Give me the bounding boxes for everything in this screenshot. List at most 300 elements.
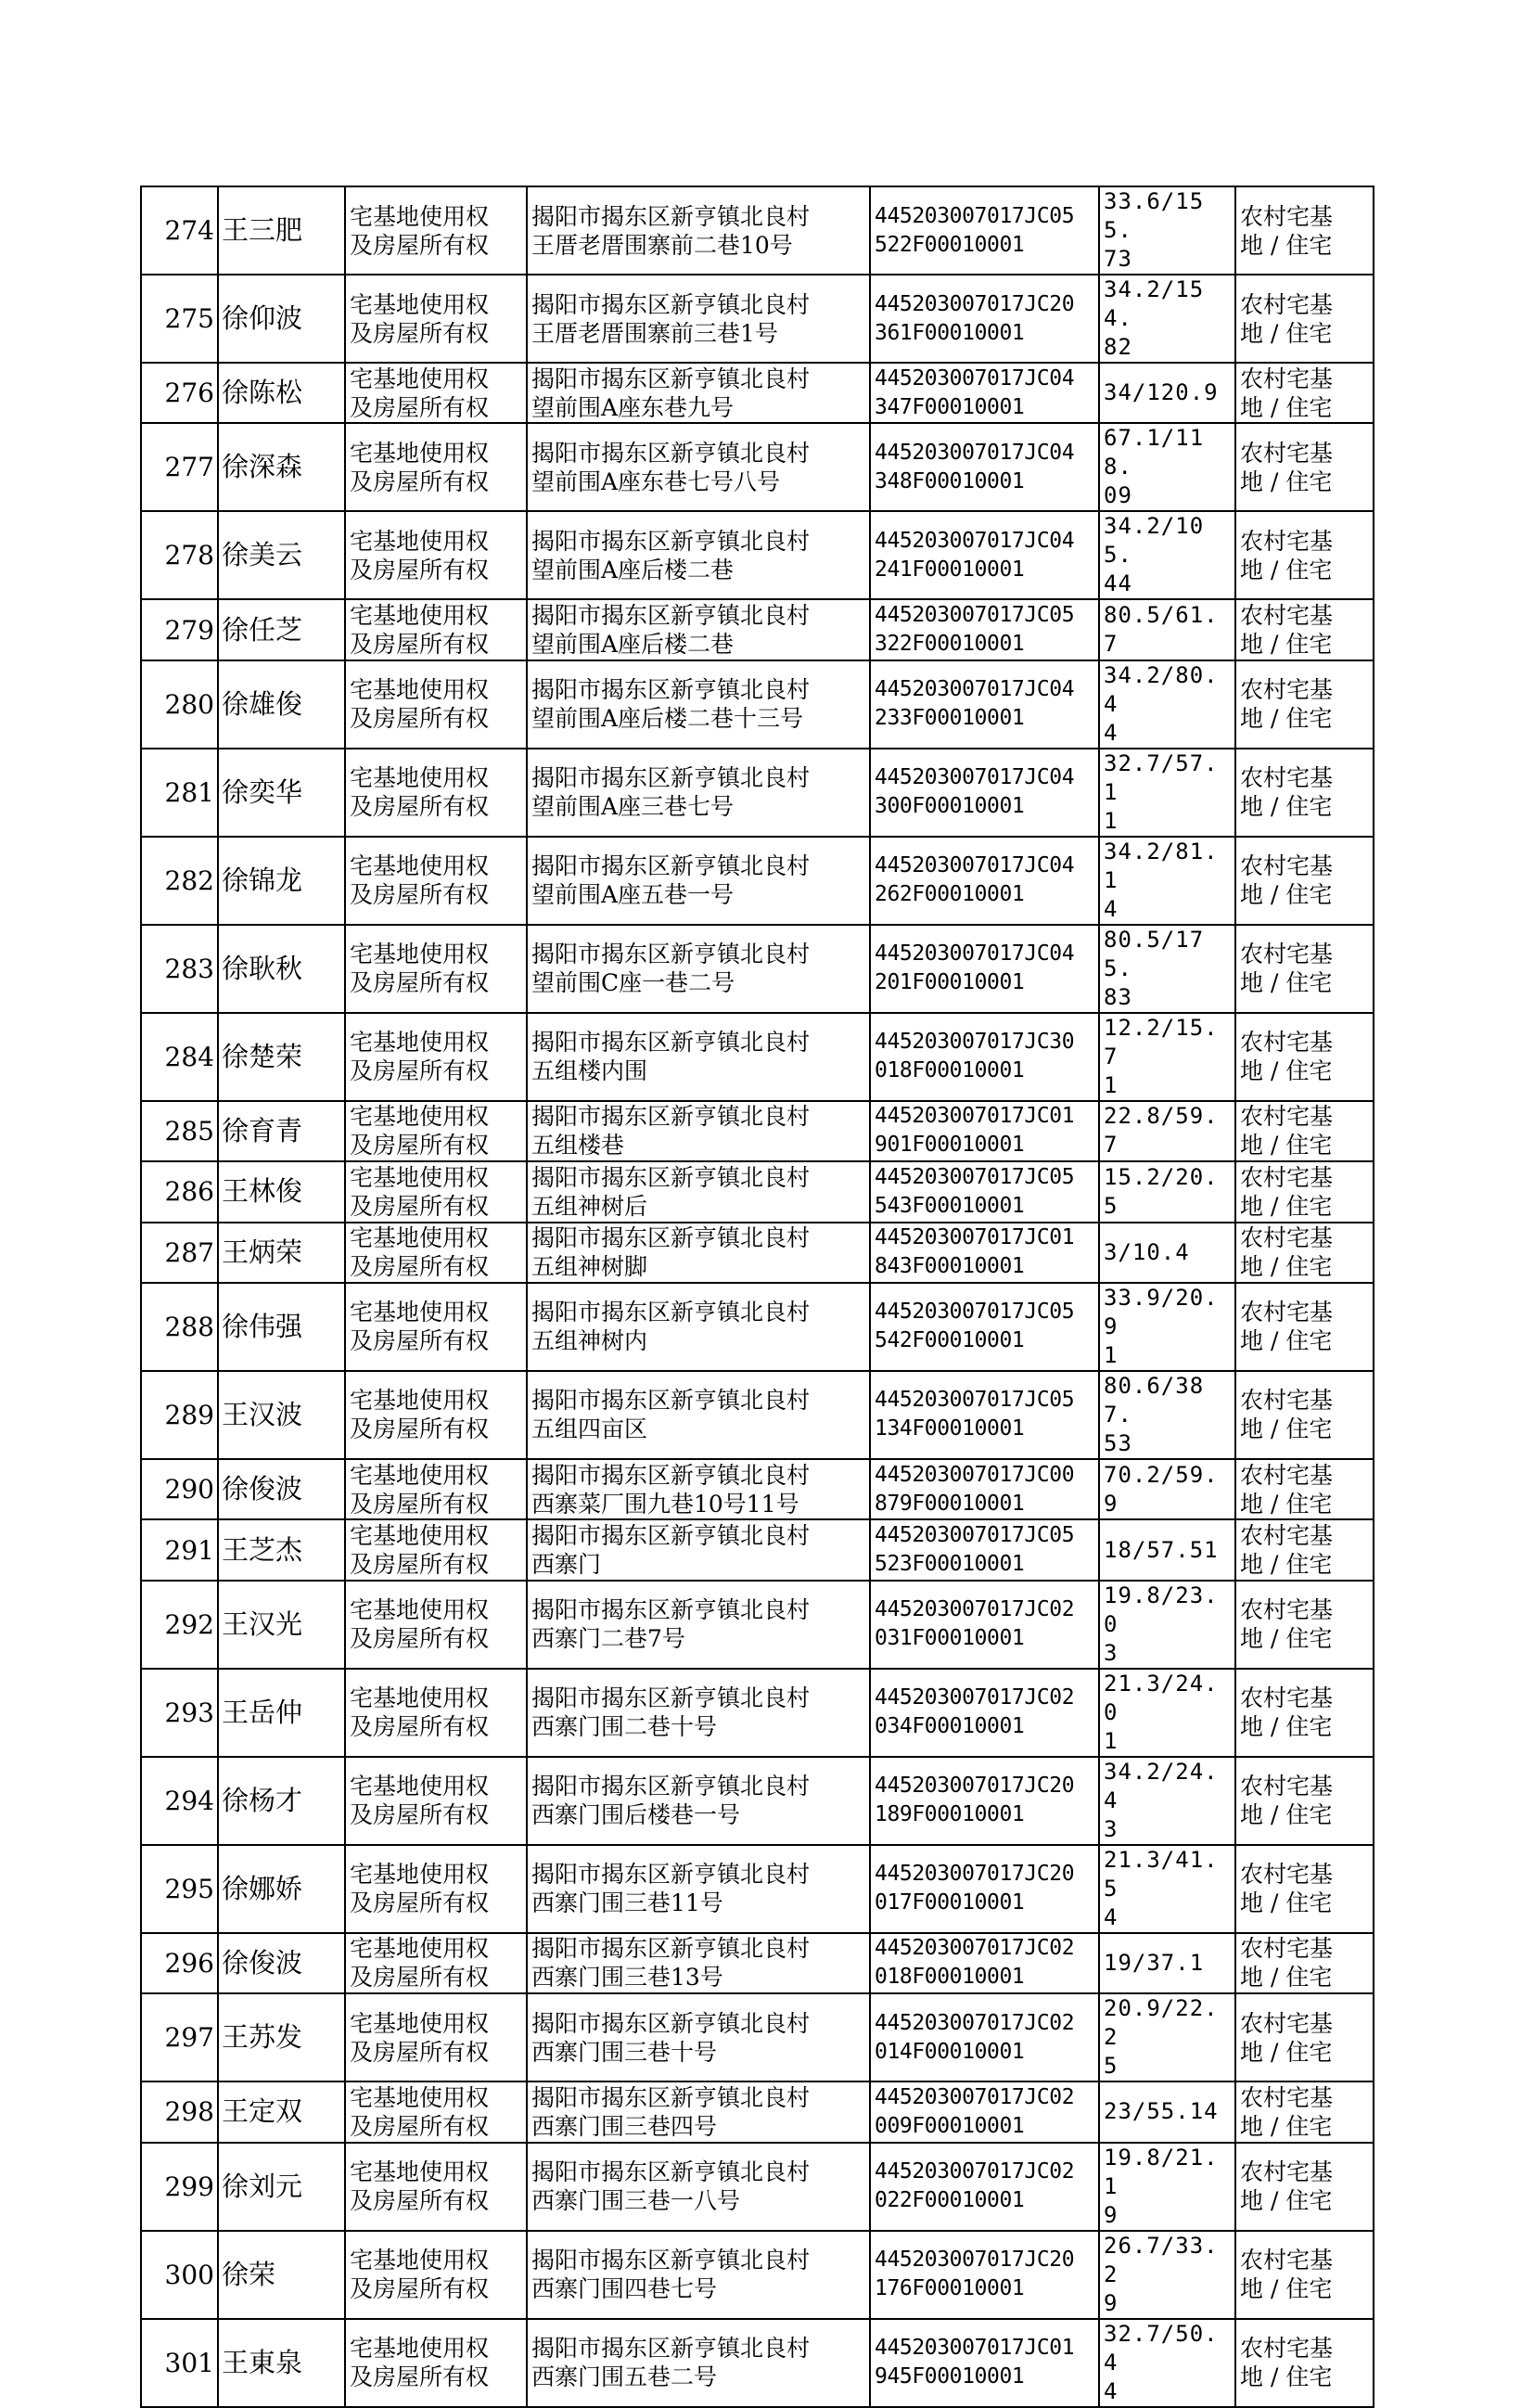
- location-cell: [527, 925, 870, 1013]
- right-type-cell: [345, 1519, 527, 1580]
- land-use-cell: [1235, 1581, 1374, 1669]
- land-use-text: 农村宅基 地 / 住宅: [1240, 2083, 1334, 2140]
- location-text: 揭阳市揭东区新亨镇北良村 西寨菜厂围九巷10号11号: [531, 1461, 811, 1518]
- location-text: 揭阳市揭东区新亨镇北良村 望前围A座三巷七号: [531, 764, 811, 821]
- owner-name-cell: [218, 1161, 345, 1222]
- row-number-cell: [141, 1519, 218, 1580]
- location-text: 揭阳市揭东区新亨镇北良村 西寨门围三巷11号: [531, 1861, 811, 1917]
- right-type-text: 宅基地使用权 及房屋所有权: [350, 1299, 490, 1355]
- land-use-text: 农村宅基 地 / 住宅: [1240, 202, 1334, 259]
- owner-name-text: 王定双: [222, 2095, 303, 2128]
- registration-number-cell: [870, 599, 1099, 660]
- area-cell: [1099, 599, 1235, 660]
- location-text: 揭阳市揭东区新亨镇北良村 望前围A座后楼二巷十三号: [531, 676, 811, 733]
- area-cell: [1099, 837, 1235, 925]
- registration-number-cell: [870, 1101, 1099, 1161]
- land-use-text: 农村宅基 地 / 住宅: [1240, 1935, 1334, 1992]
- land-use-cell: [1235, 1519, 1374, 1580]
- row-number-text: 293: [164, 1697, 214, 1728]
- area-text: 34.2/24.4 3: [1104, 1758, 1219, 1842]
- land-use-cell: [1235, 2143, 1374, 2231]
- right-type-text: 宅基地使用权 及房屋所有权: [350, 2083, 490, 2140]
- area-cell: [1099, 660, 1235, 749]
- row-number-text: 284: [164, 1041, 214, 1072]
- right-type-cell: [345, 749, 527, 837]
- right-type-cell: [345, 1223, 527, 1283]
- right-type-cell: [345, 1013, 527, 1101]
- registration-number-text: 445203007017JC05 523F00010001: [875, 1523, 1075, 1577]
- location-text: 揭阳市揭东区新亨镇北良村 望前围A座后楼二巷: [531, 602, 811, 659]
- right-type-cell: [345, 186, 527, 275]
- registration-number-cell: [870, 275, 1099, 363]
- area-text: 26.7/33.2 9: [1104, 2232, 1219, 2316]
- row-number-cell: [141, 511, 218, 599]
- row-number-text: 297: [164, 2022, 214, 2054]
- location-cell: [527, 1757, 870, 1845]
- row-number-text: 290: [164, 1474, 214, 1505]
- row-number-text: 298: [164, 2096, 214, 2128]
- owner-name-text: 徐育青: [222, 1114, 303, 1146]
- owner-name-cell: [218, 2231, 345, 2319]
- right-type-cell: [345, 1669, 527, 1757]
- location-cell: [527, 2143, 870, 2231]
- table-row: [141, 1459, 1374, 1519]
- location-cell: [527, 1283, 870, 1371]
- registration-number-text: 445203007017JC05 543F00010001: [875, 1164, 1075, 1218]
- owner-name-text: 徐娜娇: [222, 1872, 303, 1904]
- land-use-text: 农村宅基 地 / 住宅: [1240, 1029, 1334, 1085]
- registration-number-text: 445203007017JC04 201F00010001: [875, 941, 1075, 995]
- row-number-text: 294: [164, 1785, 214, 1816]
- area-text: 34.2/80.4 4: [1104, 661, 1219, 746]
- owner-name-cell: [218, 1283, 345, 1371]
- land-use-cell: [1235, 1933, 1374, 1993]
- row-number-text: 291: [164, 1534, 214, 1566]
- area-text: 21.3/24.0 1: [1104, 1670, 1219, 1754]
- row-number-cell: [141, 925, 218, 1013]
- land-use-text: 农村宅基 地 / 住宅: [1240, 527, 1334, 583]
- right-type-text: 宅基地使用权 及房屋所有权: [350, 1861, 490, 1917]
- registration-number-text: 445203007017JC04 233F00010001: [875, 677, 1075, 731]
- row-number-text: 281: [164, 776, 214, 808]
- registration-number-cell: [870, 1223, 1099, 1283]
- owner-name-cell: [218, 1669, 345, 1757]
- location-text: 揭阳市揭东区新亨镇北良村 望前围A座五巷一号: [531, 852, 811, 909]
- owner-name-cell: [218, 1223, 345, 1283]
- location-cell: [527, 1161, 870, 1222]
- row-number-cell: [141, 2231, 218, 2319]
- owner-name-cell: [218, 363, 345, 423]
- area-cell: [1099, 1013, 1235, 1101]
- land-use-text: 农村宅基 地 / 住宅: [1240, 1596, 1334, 1653]
- area-text: 22.8/59.7: [1104, 1103, 1219, 1159]
- right-type-cell: [345, 511, 527, 599]
- right-type-text: 宅基地使用权 及房屋所有权: [350, 1224, 490, 1281]
- land-use-cell: [1235, 749, 1374, 837]
- right-type-cell: [345, 660, 527, 749]
- registration-number-cell: [870, 423, 1099, 511]
- land-use-cell: [1235, 660, 1374, 749]
- land-use-cell: [1235, 2319, 1374, 2407]
- location-cell: [527, 511, 870, 599]
- registration-number-text: 445203007017JC00 879F00010001: [875, 1462, 1075, 1516]
- area-cell: [1099, 1845, 1235, 1933]
- right-type-cell: [345, 2081, 527, 2142]
- land-use-cell: [1235, 1283, 1374, 1371]
- owner-name-text: 徐锦龙: [222, 864, 303, 896]
- table-row: [141, 363, 1374, 423]
- registration-number-cell: [870, 1581, 1099, 1669]
- location-text: 揭阳市揭东区新亨镇北良村 西寨门二巷7号: [531, 1596, 811, 1653]
- land-use-text: 农村宅基 地 / 住宅: [1240, 941, 1334, 997]
- row-number-text: 300: [164, 2259, 214, 2290]
- owner-name-cell: [218, 1845, 345, 1933]
- area-cell: [1099, 2231, 1235, 2319]
- owner-name-cell: [218, 1101, 345, 1161]
- table-row: [141, 275, 1374, 363]
- area-cell: [1099, 749, 1235, 837]
- right-type-cell: [345, 599, 527, 660]
- land-use-cell: [1235, 1161, 1374, 1222]
- right-type-text: 宅基地使用权 及房屋所有权: [350, 1029, 490, 1085]
- land-use-cell: [1235, 1757, 1374, 1845]
- owner-name-cell: [218, 660, 345, 749]
- land-use-text: 农村宅基 地 / 住宅: [1240, 1387, 1334, 1443]
- right-type-cell: [345, 423, 527, 511]
- row-number-cell: [141, 1459, 218, 1519]
- area-cell: [1099, 1101, 1235, 1161]
- land-use-text: 农村宅基 地 / 住宅: [1240, 2335, 1334, 2391]
- owner-name-cell: [218, 423, 345, 511]
- row-number-cell: [141, 363, 218, 423]
- area-cell: [1099, 925, 1235, 1013]
- owner-name-cell: [218, 1757, 345, 1845]
- table-row: [141, 837, 1374, 925]
- registration-number-cell: [870, 1519, 1099, 1580]
- row-number-text: 282: [164, 865, 214, 896]
- registration-number-text: 445203007017JC20 361F00010001: [875, 291, 1075, 345]
- land-use-text: 农村宅基 地 / 住宅: [1240, 764, 1334, 821]
- right-type-cell: [345, 1371, 527, 1459]
- land-use-text: 农村宅基 地 / 住宅: [1240, 2247, 1334, 2303]
- location-text: 揭阳市揭东区新亨镇北良村 西寨门围后楼巷一号: [531, 1773, 811, 1829]
- row-number-cell: [141, 1013, 218, 1101]
- owner-name-text: 徐荣: [222, 2258, 276, 2290]
- row-number-cell: [141, 1223, 218, 1283]
- registration-number-text: 445203007017JC20 189F00010001: [875, 1774, 1075, 1827]
- right-type-text: 宅基地使用权 及房屋所有权: [350, 290, 490, 347]
- registration-number-cell: [870, 1933, 1099, 1993]
- owner-name-text: 王岳仲: [222, 1696, 303, 1728]
- location-text: 揭阳市揭东区新亨镇北良村 西寨门: [531, 1522, 811, 1579]
- owner-name-cell: [218, 1013, 345, 1101]
- area-text: 80.6/387. 53: [1104, 1372, 1205, 1456]
- right-type-cell: [345, 1757, 527, 1845]
- area-text: 34/120.9: [1104, 379, 1219, 406]
- table-row: [141, 660, 1374, 749]
- owner-name-text: 徐耿秋: [222, 952, 303, 984]
- registration-number-text: 445203007017JC04 262F00010001: [875, 853, 1075, 907]
- row-number-cell: [141, 1757, 218, 1845]
- right-type-text: 宅基地使用权 及房屋所有权: [350, 602, 490, 659]
- area-cell: [1099, 1283, 1235, 1371]
- owner-name-text: 徐雄俊: [222, 687, 303, 720]
- row-number-text: 301: [164, 2347, 214, 2378]
- right-type-text: 宅基地使用权 及房屋所有权: [350, 1522, 490, 1579]
- area-cell: [1099, 186, 1235, 275]
- right-type-cell: [345, 275, 527, 363]
- registration-number-cell: [870, 1161, 1099, 1222]
- registration-number-cell: [870, 1283, 1099, 1371]
- location-cell: [527, 1933, 870, 1993]
- area-text: 19.8/23.0 3: [1104, 1582, 1219, 1666]
- right-type-cell: [345, 1283, 527, 1371]
- row-number-text: 286: [164, 1176, 214, 1208]
- area-text: 21.3/41.5 4: [1104, 1846, 1219, 1930]
- table-row: [141, 2231, 1374, 2319]
- row-number-cell: [141, 2081, 218, 2142]
- right-type-text: 宅基地使用权 及房屋所有权: [350, 1387, 490, 1443]
- area-cell: [1099, 363, 1235, 423]
- owner-name-cell: [218, 186, 345, 275]
- area-text: 19/37.1: [1104, 1949, 1205, 1976]
- right-type-text: 宅基地使用权 及房屋所有权: [350, 202, 490, 259]
- registration-number-cell: [870, 186, 1099, 275]
- land-use-cell: [1235, 1459, 1374, 1519]
- owner-name-cell: [218, 599, 345, 660]
- right-type-text: 宅基地使用权 及房屋所有权: [350, 365, 490, 421]
- land-use-cell: [1235, 2231, 1374, 2319]
- land-use-text: 农村宅基 地 / 住宅: [1240, 439, 1334, 495]
- row-number-cell: [141, 1371, 218, 1459]
- location-text: 揭阳市揭东区新亨镇北良村 王厝老厝围寨前三巷1号: [531, 290, 811, 347]
- location-text: 揭阳市揭东区新亨镇北良村 望前围A座东巷九号: [531, 365, 811, 421]
- registration-number-cell: [870, 837, 1099, 925]
- land-use-text: 农村宅基 地 / 住宅: [1240, 2009, 1334, 2066]
- row-number-text: 289: [164, 1399, 214, 1430]
- owner-name-text: 徐陈松: [222, 377, 303, 409]
- registration-number-text: 445203007017JC04 241F00010001: [875, 528, 1075, 582]
- location-text: 揭阳市揭东区新亨镇北良村 西寨门围三巷一八号: [531, 2158, 811, 2215]
- table-row: [141, 1757, 1374, 1845]
- right-type-cell: [345, 363, 527, 423]
- registration-number-text: 445203007017JC02 022F00010001: [875, 2159, 1075, 2213]
- row-number-cell: [141, 2143, 218, 2231]
- land-use-cell: [1235, 423, 1374, 511]
- right-type-cell: [345, 1459, 527, 1519]
- location-text: 揭阳市揭东区新亨镇北良村 望前围A座东巷七号八号: [531, 439, 811, 495]
- land-use-cell: [1235, 275, 1374, 363]
- registration-number-cell: [870, 660, 1099, 749]
- registration-number-cell: [870, 925, 1099, 1013]
- registration-number-cell: [870, 1371, 1099, 1459]
- area-text: 15.2/20.5: [1104, 1163, 1219, 1219]
- row-number-cell: [141, 1669, 218, 1757]
- owner-name-text: 王汉光: [222, 1607, 303, 1640]
- location-text: 揭阳市揭东区新亨镇北良村 五组楼巷: [531, 1103, 811, 1159]
- registration-number-text: 445203007017JC20 176F00010001: [875, 2248, 1075, 2301]
- land-use-cell: [1235, 1993, 1374, 2081]
- row-number-text: 279: [164, 614, 214, 646]
- area-text: 20.9/22.2 5: [1104, 1995, 1219, 2080]
- area-cell: [1099, 1933, 1235, 1993]
- right-type-text: 宅基地使用权 及房屋所有权: [350, 1935, 490, 1992]
- location-cell: [527, 1101, 870, 1161]
- area-text: 18/57.51: [1104, 1536, 1219, 1563]
- location-cell: [527, 660, 870, 749]
- right-type-text: 宅基地使用权 及房屋所有权: [350, 527, 490, 583]
- table-row: [141, 1845, 1374, 1933]
- location-cell: [527, 1459, 870, 1519]
- area-cell: [1099, 511, 1235, 599]
- area-cell: [1099, 1161, 1235, 1222]
- table-row: [141, 1519, 1374, 1580]
- location-cell: [527, 1013, 870, 1101]
- table-row: [141, 1223, 1374, 1283]
- location-text: 揭阳市揭东区新亨镇北良村 西寨门围三巷四号: [531, 2083, 811, 2140]
- right-type-cell: [345, 2143, 527, 2231]
- registration-number-text: 445203007017JC01 945F00010001: [875, 2336, 1075, 2389]
- right-type-cell: [345, 1581, 527, 1669]
- registration-number-text: 445203007017JC05 134F00010001: [875, 1388, 1075, 1441]
- owner-name-text: 徐俊波: [222, 1946, 303, 1979]
- row-number-text: 278: [164, 540, 214, 571]
- land-use-cell: [1235, 1101, 1374, 1161]
- row-number-text: 274: [164, 215, 214, 246]
- land-use-text: 农村宅基 地 / 住宅: [1240, 290, 1334, 347]
- table-row: [141, 1933, 1374, 1993]
- registration-number-text: 445203007017JC02 009F00010001: [875, 2084, 1075, 2138]
- table-row: [141, 599, 1374, 660]
- owner-name-text: 徐深森: [222, 451, 303, 483]
- location-text: 揭阳市揭东区新亨镇北良村 五组楼内围: [531, 1029, 811, 1085]
- location-text: 揭阳市揭东区新亨镇北良村 望前围C座一巷二号: [531, 941, 811, 997]
- row-number-text: 277: [164, 452, 214, 483]
- location-text: 揭阳市揭东区新亨镇北良村 五组神树脚: [531, 1224, 811, 1281]
- row-number-cell: [141, 1101, 218, 1161]
- location-cell: [527, 2319, 870, 2407]
- table-row: [141, 925, 1374, 1013]
- registration-number-cell: [870, 1757, 1099, 1845]
- area-cell: [1099, 423, 1235, 511]
- land-use-text: 农村宅基 地 / 住宅: [1240, 676, 1334, 733]
- owner-name-text: 王苏发: [222, 2021, 303, 2054]
- location-cell: [527, 423, 870, 511]
- location-cell: [527, 1993, 870, 2081]
- right-type-text: 宅基地使用权 及房屋所有权: [350, 1684, 490, 1741]
- table-row: [141, 1161, 1374, 1222]
- owner-name-cell: [218, 1519, 345, 1580]
- row-number-cell: [141, 1933, 218, 1993]
- owner-name-cell: [218, 1371, 345, 1459]
- owner-name-text: 王芝杰: [222, 1533, 303, 1566]
- location-text: 揭阳市揭东区新亨镇北良村 望前围A座后楼二巷: [531, 527, 811, 583]
- table-row: [141, 2143, 1374, 2231]
- location-text: 揭阳市揭东区新亨镇北良村 西寨门围四巷七号: [531, 2247, 811, 2303]
- area-text: 80.5/61.7: [1104, 602, 1219, 658]
- land-use-cell: [1235, 1371, 1374, 1459]
- owner-name-cell: [218, 2143, 345, 2231]
- row-number-text: 288: [164, 1311, 214, 1342]
- table-row: [141, 1669, 1374, 1757]
- owner-name-text: 徐杨才: [222, 1784, 303, 1816]
- owner-name-text: 徐伟强: [222, 1310, 303, 1342]
- right-type-cell: [345, 925, 527, 1013]
- right-type-text: 宅基地使用权 及房屋所有权: [350, 1461, 490, 1518]
- land-use-cell: [1235, 599, 1374, 660]
- registration-number-cell: [870, 1845, 1099, 1933]
- land-use-cell: [1235, 1845, 1374, 1933]
- row-number-text: 276: [164, 378, 214, 409]
- location-cell: [527, 1223, 870, 1283]
- land-use-text: 农村宅基 地 / 住宅: [1240, 365, 1334, 421]
- area-cell: [1099, 1669, 1235, 1757]
- location-text: 揭阳市揭东区新亨镇北良村 五组神树后: [531, 1163, 811, 1220]
- right-type-cell: [345, 2319, 527, 2407]
- location-cell: [527, 275, 870, 363]
- area-cell: [1099, 1993, 1235, 2081]
- owner-name-cell: [218, 511, 345, 599]
- right-type-text: 宅基地使用权 及房屋所有权: [350, 1773, 490, 1829]
- registration-number-cell: [870, 1459, 1099, 1519]
- right-type-text: 宅基地使用权 及房屋所有权: [350, 676, 490, 733]
- registration-number-cell: [870, 2319, 1099, 2407]
- registration-number-text: 445203007017JC01 843F00010001: [875, 1225, 1075, 1279]
- right-type-text: 宅基地使用权 及房屋所有权: [350, 2158, 490, 2215]
- right-type-text: 宅基地使用权 及房屋所有权: [350, 1596, 490, 1653]
- location-cell: [527, 2231, 870, 2319]
- area-cell: [1099, 1757, 1235, 1845]
- area-text: 32.7/57.1 1: [1104, 749, 1219, 834]
- registration-number-text: 445203007017JC04 348F00010001: [875, 440, 1075, 493]
- row-number-cell: [141, 423, 218, 511]
- owner-name-text: 徐刘元: [222, 2170, 303, 2202]
- row-number-cell: [141, 660, 218, 749]
- area-text: 67.1/118. 09: [1104, 425, 1205, 509]
- land-use-text: 农村宅基 地 / 住宅: [1240, 2158, 1334, 2215]
- registration-number-text: 445203007017JC02 018F00010001: [875, 1936, 1075, 1990]
- area-cell: [1099, 1459, 1235, 1519]
- area-cell: [1099, 2143, 1235, 2231]
- area-text: 33.6/155. 73: [1104, 188, 1205, 272]
- area-cell: [1099, 2319, 1235, 2407]
- area-cell: [1099, 2081, 1235, 2142]
- row-number-cell: [141, 599, 218, 660]
- row-number-text: 296: [164, 1947, 214, 1979]
- registration-number-text: 445203007017JC02 034F00010001: [875, 1685, 1075, 1739]
- location-cell: [527, 599, 870, 660]
- land-use-text: 农村宅基 地 / 住宅: [1240, 1163, 1334, 1220]
- right-type-text: 宅基地使用权 及房屋所有权: [350, 1163, 490, 1220]
- land-use-text: 农村宅基 地 / 住宅: [1240, 602, 1334, 659]
- location-cell: [527, 1581, 870, 1669]
- row-number-text: 295: [164, 1873, 214, 1904]
- row-number-cell: [141, 186, 218, 275]
- land-use-cell: [1235, 1013, 1374, 1101]
- row-number-cell: [141, 1161, 218, 1222]
- owner-name-text: 徐仰波: [222, 302, 303, 334]
- owner-name-cell: [218, 1581, 345, 1669]
- owner-name-cell: [218, 1459, 345, 1519]
- registration-number-cell: [870, 1669, 1099, 1757]
- location-text: 揭阳市揭东区新亨镇北良村 西寨门围三巷13号: [531, 1935, 811, 1992]
- owner-name-cell: [218, 1993, 345, 2081]
- area-cell: [1099, 1581, 1235, 1669]
- owner-name-text: 王炳荣: [222, 1236, 303, 1268]
- location-cell: [527, 1669, 870, 1757]
- table-row: [141, 186, 1374, 275]
- land-use-text: 农村宅基 地 / 住宅: [1240, 1684, 1334, 1741]
